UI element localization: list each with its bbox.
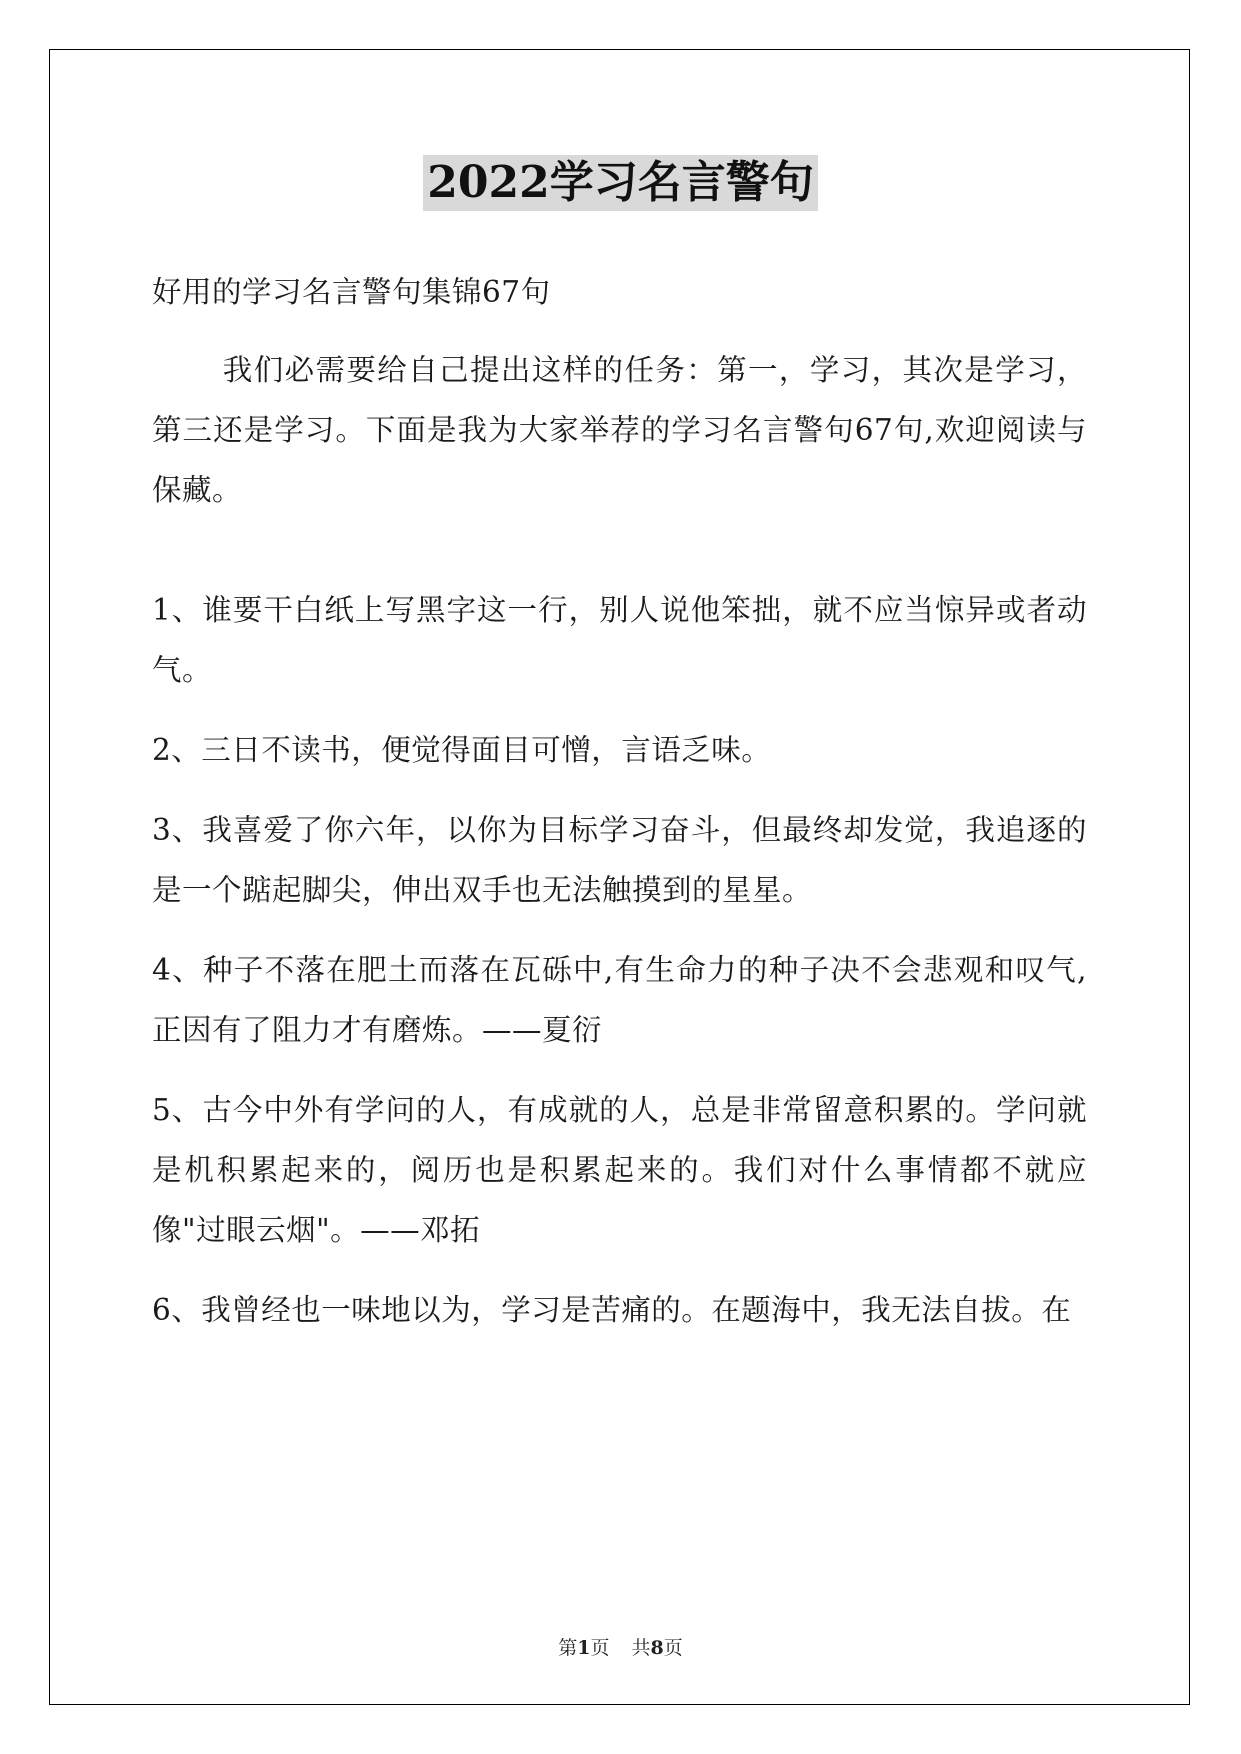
quote-item: 5、古今中外有学问的人，有成就的人，总是非常留意积累的。学问就是机积累起来的，阅历也是积累起来的。我们对什么事情都不就应像"过眼云烟"。——邓拓 <box>152 1093 1087 1247</box>
page-total: 共8页 <box>631 1637 683 1659</box>
document-subtitle: 好用的学习名言警句集锦67句 <box>152 275 551 309</box>
title-area <box>0 155 1241 211</box>
page-footer <box>0 1633 1241 1660</box>
page-number: 第1页 <box>558 1637 610 1659</box>
intro-paragraph: 我们必需要给自己提出这样的任务：第一，学习，其次是学习，第三还是学习。下面是我为大家举荐的学习名言警句67句,欢迎阅读与保藏。 <box>152 353 1087 507</box>
quote-item: 2、三日不读书，便觉得面目可憎，言语乏味。 <box>152 733 772 767</box>
quote-item: 1、谁要干白纸上写黑字这一行，别人说他笨拙，就不应当惊异或者动气。 <box>152 593 1087 687</box>
quote-item: 6、我曾经也一味地以为，学习是苦痛的。在题海中，我无法自拔。在 <box>152 1293 1072 1327</box>
document-title: 2022学习名言警句 <box>423 155 817 211</box>
document-body <box>152 262 1087 1340</box>
quote-item: 4、种子不落在肥土而落在瓦砾中,有生命力的种子决不会悲观和叹气,正因有了阻力才有磨炼。——夏衍 <box>152 953 1087 1047</box>
quote-item: 3、我喜爱了你六年，以你为目标学习奋斗，但最终却发觉，我追逐的是一个踮起脚尖，伸出双手也无法触摸到的星星。 <box>152 813 1087 907</box>
